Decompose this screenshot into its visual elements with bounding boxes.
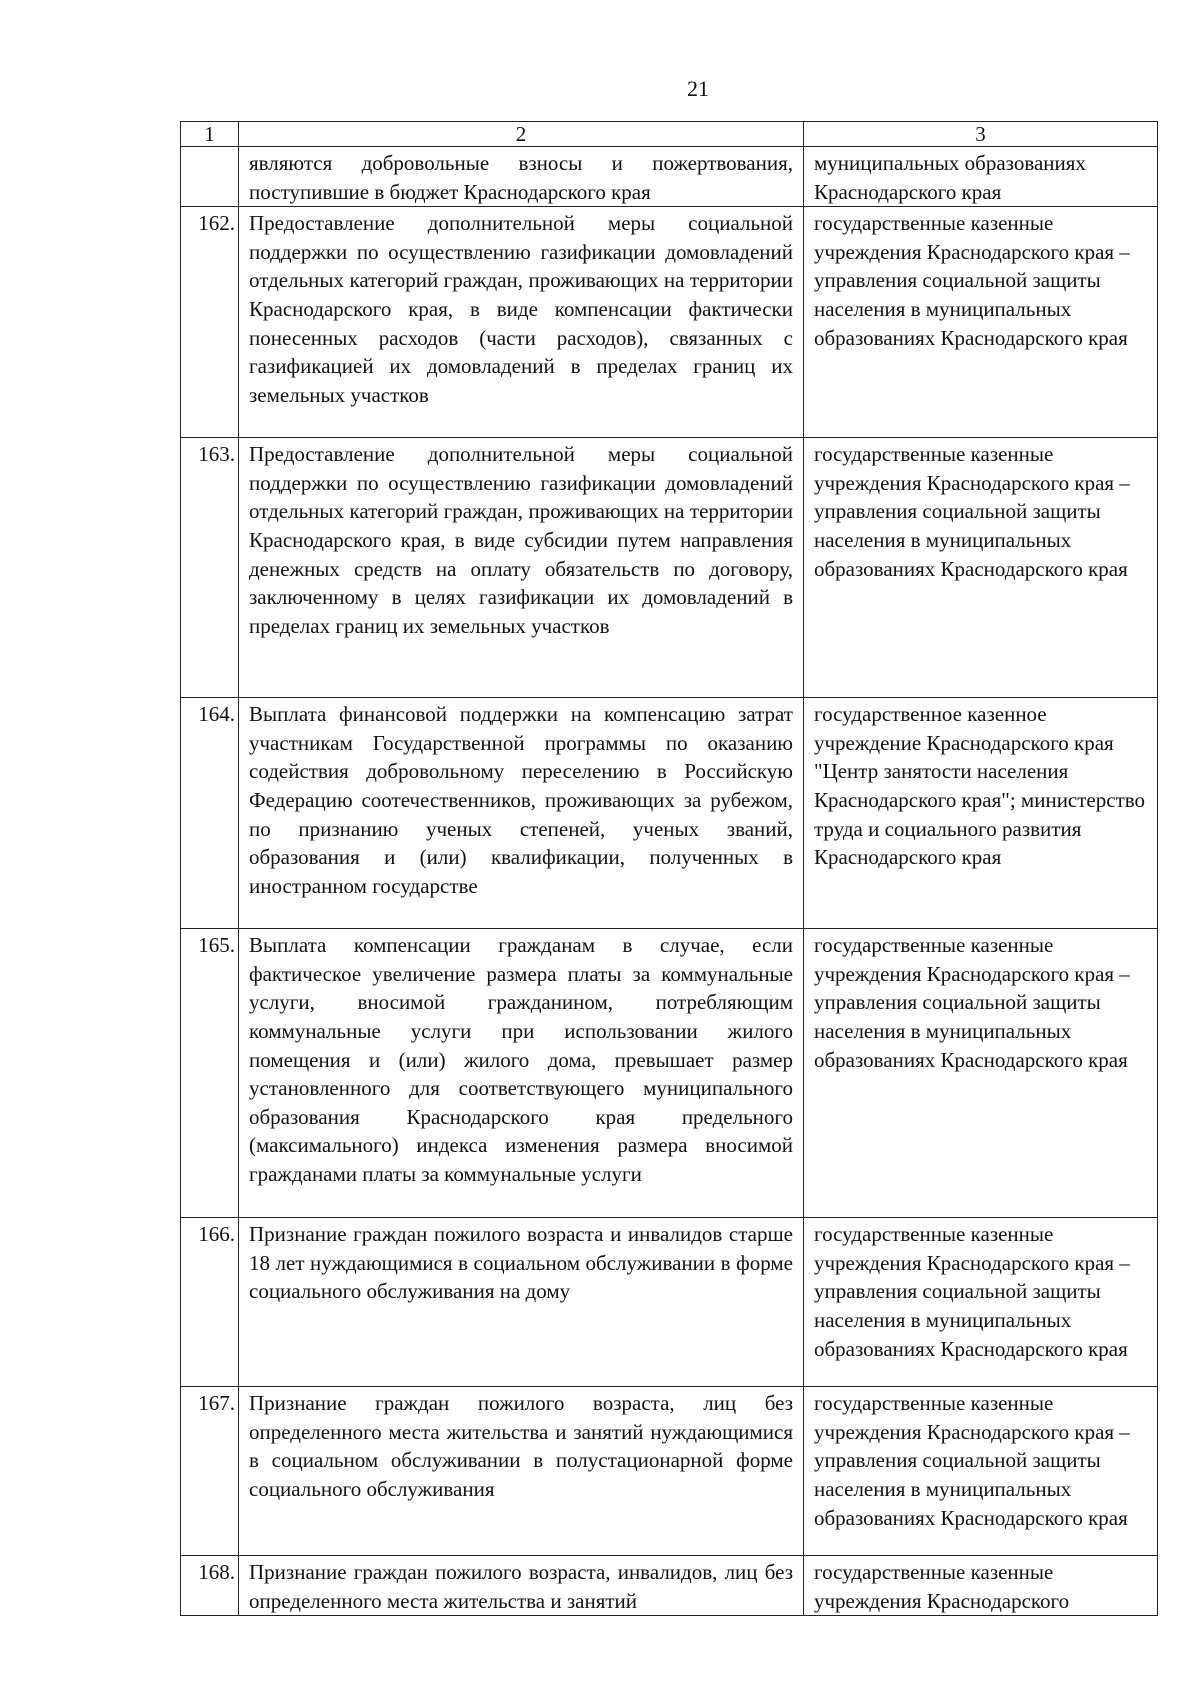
table-row-continuation [181,147,1158,207]
table-row [181,207,1158,438]
table-header-row [181,122,1158,147]
row-number-cell [181,147,239,207]
services-table [180,121,1158,1616]
table-row [181,929,1158,1218]
row-organization: государственные казенные учреждения Краснодарского края – управления социальной защиты населения в муниципальных образованиях Краснодарского края [804,207,1158,438]
row-organization: государственные казенные учреждения Краснодарского края – управления социальной защиты населения в муниципальных образованиях Краснодарского края [804,1387,1158,1556]
row-organization: государственное казенное учреждение Краснодарского края "Центр занятости населения Краснодарского края"; министерство труда и социального развития Краснодарского края [804,698,1158,929]
page-number: 21 [687,76,709,101]
row-description: Предоставление дополнительной меры социальной поддержки по осуществлению газификации домовладений отдельных категорий граждан, проживающих на территории Краснодарского края, в виде компенсации фактически понесенных расходов (части расходов), связанных с газификацией их домовладений в пределах границ их земельных участков [239,207,804,438]
column-header-number: 1 [181,122,239,147]
row-number: 164. [181,698,239,929]
row-number: 163. [181,438,239,698]
table-row [181,438,1158,698]
table-row [181,698,1158,929]
table-row [181,1556,1158,1616]
column-header-organization: 3 [804,122,1158,147]
table-row [181,1218,1158,1387]
table-row [181,1387,1158,1556]
row-organization: государственные казенные учреждения Краснодарского [804,1556,1158,1616]
row-number: 168. [181,1556,239,1616]
row-organization: государственные казенные учреждения Краснодарского края – управления социальной защиты населения в муниципальных образованиях Краснодарского края [804,438,1158,698]
row-number: 165. [181,929,239,1218]
row-number: 162. [181,207,239,438]
column-header-description: 2 [239,122,804,147]
row-description: Признание граждан пожилого возраста, лиц без определенного места жительства и занятий нуждающимися в социальном обслуживании в полустационарной форме социального обслуживания [239,1387,804,1556]
row-number: 166. [181,1218,239,1387]
row-description: являются добровольные взносы и пожертвования, поступившие в бюджет Краснодарского края [239,147,804,207]
row-description: Предоставление дополнительной меры социальной поддержки по осуществлению газификации домовладений отдельных категорий граждан, проживающих на территории Краснодарского края, в виде субсидии путем направления денежных средств на оплату обязательств по договору, заключенному в целях газификации их домовладений в пределах границ их земельных участков [239,438,804,698]
row-description: Выплата компенсации гражданам в случае, если фактическое увеличение размера платы за коммунальные услуги, вносимой гражданином, потребляющим коммунальные услуги при использовании жилого помещения и (или) жилого дома, превышает размер установленного для соответствующего муниципального образования Краснодарского края предельного (максимального) индекса изменения размера вносимой гражданами платы за коммунальные услуги [239,929,804,1218]
row-description: Выплата финансовой поддержки на компенсацию затрат участникам Государственной программы по оказанию содействия добровольному переселению в Российскую Федерацию соотечественников, проживающих за рубежом, по признанию ученых степеней, ученых званий, образования и (или) квалификации, полученных в иностранном государстве [239,698,804,929]
row-number: 167. [181,1387,239,1556]
row-organization: государственные казенные учреждения Краснодарского края – управления социальной защиты населения в муниципальных образованиях Краснодарского края [804,1218,1158,1387]
row-description: Признание граждан пожилого возраста, инвалидов, лиц без определенного места жительства и занятий [239,1556,804,1616]
row-description: Признание граждан пожилого возраста и инвалидов старше 18 лет нуждающимися в социальном обслуживании в форме социального обслуживания на дому [239,1218,804,1387]
row-organization: муниципальных образованиях Краснодарского края [804,147,1158,207]
row-organization: государственные казенные учреждения Краснодарского края – управления социальной защиты населения в муниципальных образованиях Краснодарского края [804,929,1158,1218]
